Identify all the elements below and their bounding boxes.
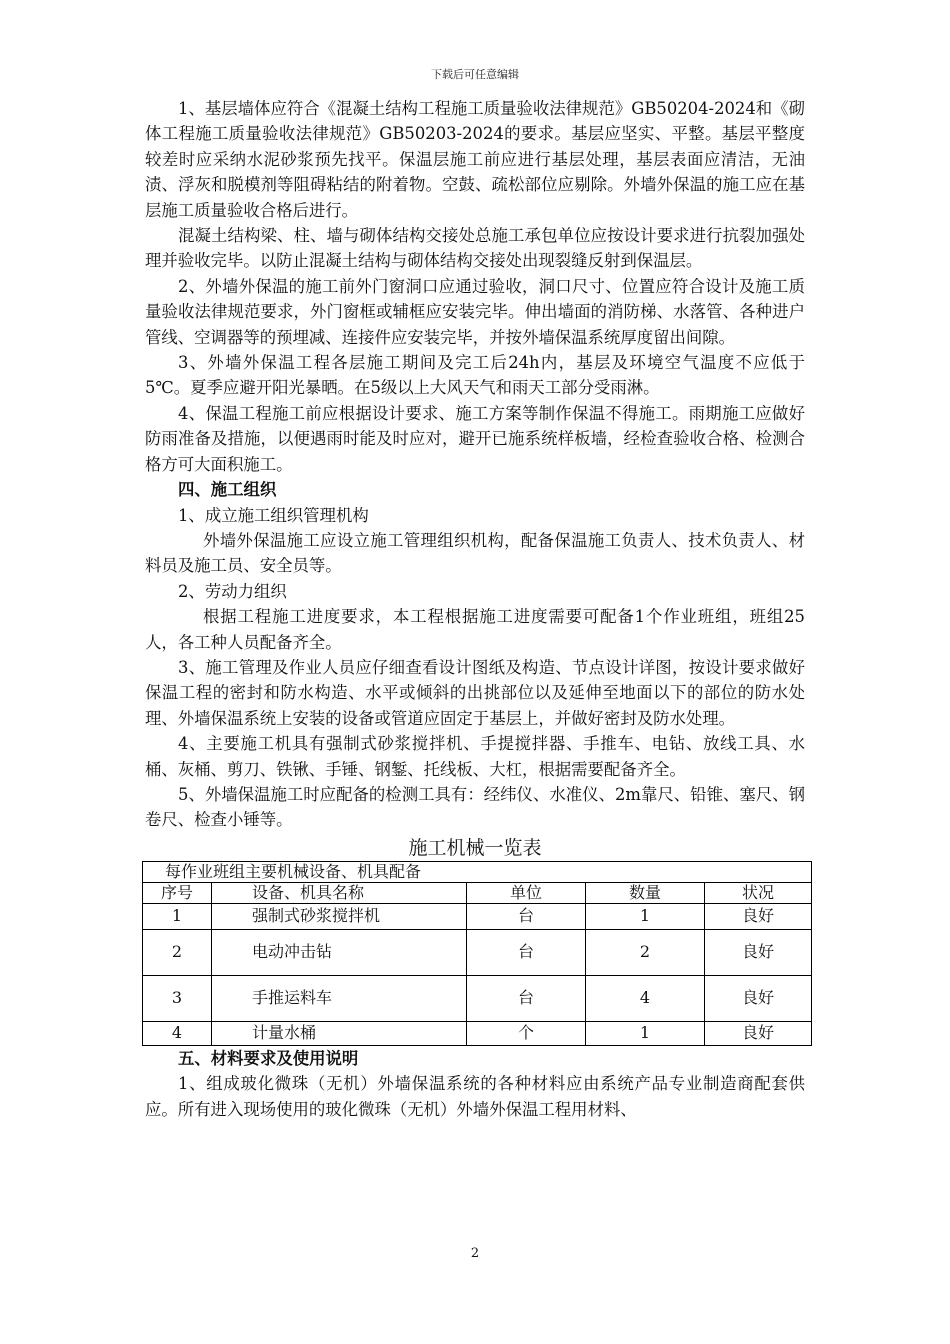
- machinery-table: [142, 861, 812, 1046]
- col-header-unit: 单位: [467, 882, 586, 903]
- col-header-status: 状况: [705, 882, 812, 903]
- section-5-item-1: 1、组成玻化微珠（无机）外墙保温系统的各种材料应由系统产品专业制造商配套供应。所有进入现场使用的玻化微珠（无机）外墙外保温工程用材料、: [145, 1074, 805, 1119]
- section-4-item-4: 4、主要施工机具有强制式砂浆搅拌机、手提搅拌器、手推车、电钻、放线工具、水桶、灰桶、剪刀、铁锹、手锤、钢錾、托线板、大杠，根据需要配备齐全。: [145, 734, 805, 779]
- table-span-header: 每作业班组主要机械设备、机具配备: [143, 861, 812, 882]
- cell-unit: 个: [467, 1021, 586, 1045]
- cell-index: 2: [143, 929, 212, 975]
- cell-index: 1: [143, 903, 212, 929]
- section-4-item-2-title: 2、劳动力组织: [178, 581, 287, 601]
- paragraph-2: 混凝土结构梁、柱、墙与砌体结构交接处总施工承包单位应按设计要求进行抗裂加强处理并验收完毕。以防止混凝土结构与砌体结构交接处出现裂缝反射到保温层。: [145, 226, 805, 271]
- table-row: [143, 929, 812, 975]
- section-4-item-1-body: 外墙外保温施工应设立施工管理组织机构，配备保温施工负责人、技术负责人、材料员及施工员、安全员等。: [145, 530, 805, 576]
- cell-name: 手推运料车: [212, 975, 467, 1021]
- cell-qty: 4: [586, 975, 705, 1021]
- cell-status: 良好: [705, 903, 812, 929]
- cell-status: 良好: [705, 929, 812, 975]
- cell-name: 强制式砂浆搅拌机: [212, 903, 467, 929]
- table-row: [143, 975, 812, 1021]
- col-header-name: 设备、机具名称: [212, 882, 467, 903]
- col-header-qty: 数量: [586, 882, 705, 903]
- section-5-heading: 五、材料要求及使用说明: [178, 1048, 359, 1068]
- cell-index: 4: [143, 1021, 212, 1045]
- cell-status: 良好: [705, 1021, 812, 1045]
- section-4-item-3: 3、施工管理及作业人员应仔细查看设计图纸及构造、节点设计详图，按设计要求做好保温工程的密封和防水构造、水平或倾斜的出挑部位以及延伸至地面以下的部位的防水处理、外墙保温系统上安装的设备或管道应固定于基层上，并做好密封及防水处理。: [145, 657, 805, 728]
- cell-status: 良好: [705, 975, 812, 1021]
- page-header: 下载后可任意编辑: [431, 68, 519, 81]
- cell-name: 电动冲击钻: [212, 929, 467, 975]
- table-row: [143, 1021, 812, 1045]
- cell-unit: 台: [467, 929, 586, 975]
- paragraph-3: 2、外墙外保温的施工前外门窗洞口应通过验收，洞口尺寸、位置应符合设计及施工质量验收法律规范要求，外门窗框或辅框应安装完毕。伸出墙面的消防梯、水落管、各种进户管线、空调器等的预埋减、连接件应安装完毕，并按外墙保温系统厚度留出间隙。: [145, 276, 805, 347]
- col-header-index: 序号: [143, 882, 212, 903]
- cell-qty: 1: [586, 903, 705, 929]
- table-row: [143, 903, 812, 929]
- table-span-header-row: [143, 861, 812, 882]
- section-4-item-2-body: 根据工程施工进度要求，本工程根据施工进度需要可配备1个作业班组，班组25人，各工种人员配备齐全。: [145, 607, 805, 652]
- cell-qty: 2: [586, 929, 705, 975]
- section-4-heading: 四、施工组织: [178, 480, 277, 500]
- section-4-item-1-title: 1、成立施工组织管理机构: [178, 505, 369, 525]
- document-body: [145, 96, 805, 1122]
- cell-qty: 1: [586, 1021, 705, 1045]
- paragraph-4: 3、外墙外保温工程各层施工期间及完工后24h内，基层及环境空气温度不应低于5℃。夏季应避开阳光暴晒。在5级以上大风天气和雨天工部分受雨淋。: [145, 353, 805, 398]
- paragraph-1: 1、基层墙体应符合《混凝土结构工程施工质量验收法律规范》GB50204-2024和《砌体工程施工质量验收法律规范》GB50203-2024的要求。基层应坚实、平整。基层平整度较差时应采纳水泥砂浆预先找平。保温层施工前应进行基层处理，基层表面应清洁，无油渍、浮灰和脱模剂等阻碍粘结的附着物。空鼓、疏松部位应剔除。外墙外保温的施工应在基层施工质量验收合格后进行。: [145, 99, 805, 220]
- paragraph-5: 4、保温工程施工前应根据设计要求、施工方案等制作保温不得施工。雨期施工应做好防雨准备及措施，以便遇雨时能及时应对，避开已施系统样板墙，经检查验收合格、检测合格方可大面积施工。: [145, 403, 805, 474]
- cell-unit: 台: [467, 975, 586, 1021]
- table-title: 施工机械一览表: [408, 836, 542, 859]
- page-number: 2: [470, 1246, 480, 1261]
- cell-index: 3: [143, 975, 212, 1021]
- cell-unit: 台: [467, 903, 586, 929]
- table-header-row: [143, 882, 812, 903]
- cell-name: 计量水桶: [212, 1021, 467, 1045]
- section-4-item-5: 5、外墙保温施工时应配备的检测工具有：经纬仪、水准仪、2m靠尺、铅锥、塞尺、钢卷尺、检查小锤等。: [145, 784, 805, 830]
